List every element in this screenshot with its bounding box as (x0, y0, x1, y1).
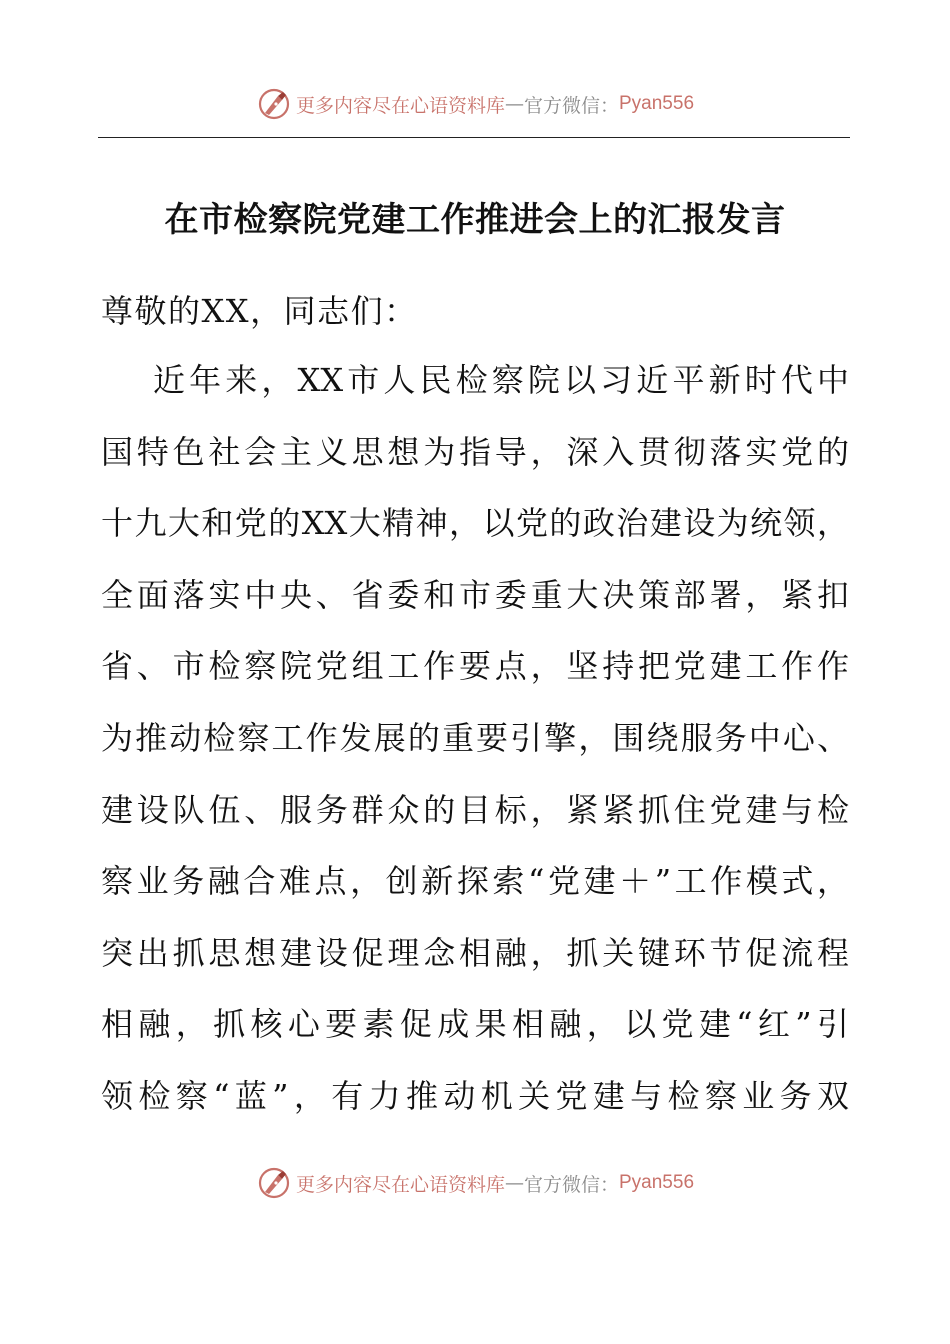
footer-watermark (0, 1161, 950, 1205)
body-line: 为推动检察工作发展的重要引擎，围绕服务中心、 (101, 718, 849, 757)
watermark-label: 官方微信： (523, 1173, 619, 1196)
body-line: 建设队伍、服务群众的目标，紧紧抓住党建与检 (101, 790, 849, 829)
watermark-wechat-id: Pyan556 (619, 1172, 695, 1193)
body-line: 突出抓思想建设促理念相融，抓关键环节促流程 (101, 933, 849, 972)
header-divider (98, 137, 850, 138)
document-title: 在市检察院党建工作推进会上的汇报发言 (164, 200, 786, 240)
body-line: 近年来，XX市人民检察院以习近平新时代中 (153, 361, 849, 399)
pen-nib-logo-icon (256, 1165, 292, 1201)
body-line: 十九大和党的XX大精神，以党的政治建设为统领， (101, 504, 849, 543)
salutation: 尊敬的XX，同志们： (101, 292, 418, 330)
pen-nib-logo-icon (256, 86, 292, 122)
watermark-label: 官方微信： (523, 94, 619, 117)
watermark-title: 更多内容尽在心语资料库 (295, 94, 505, 117)
body-line: 全面落实中央、省委和市委重大决策部署，紧扣 (101, 575, 849, 614)
body-paragraph (101, 355, 861, 1143)
body-line: 国特色社会主义思想为指导，深入贯彻落实党的 (101, 432, 849, 471)
body-line: 察业务融合难点，创新探索“党建＋”工作模式， (101, 862, 849, 901)
watermark-wechat-id: Pyan556 (619, 93, 695, 114)
watermark-separator: — (504, 93, 524, 115)
watermark-title: 更多内容尽在心语资料库 (295, 1173, 505, 1196)
body-line: 省、市检察院党组工作要点，坚持把党建工作作 (101, 647, 849, 686)
watermark-separator: — (504, 1172, 524, 1194)
body-line: 相融，抓核心要素促成果相融，以党建“红”引 (101, 1005, 849, 1044)
header-watermark (0, 82, 950, 126)
body-line: 领检察“蓝”，有力推动机关党建与检察业务双 (101, 1076, 849, 1115)
